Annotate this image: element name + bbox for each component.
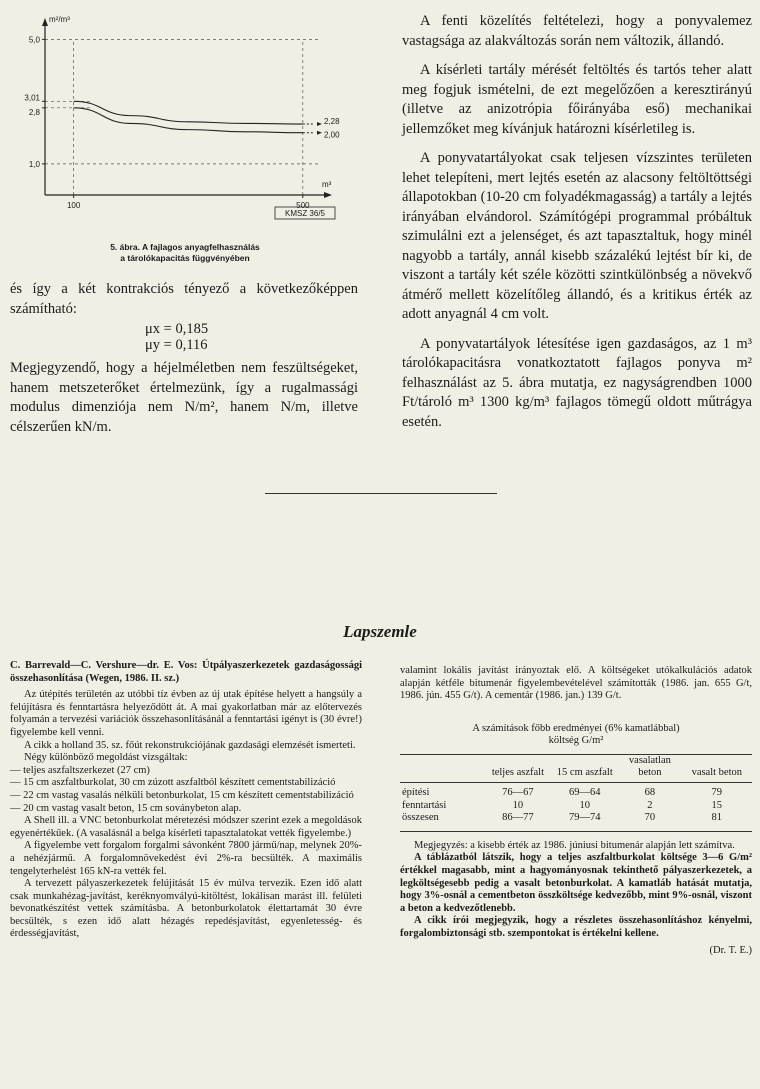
caption-line-2: a tárolókapacitás függvényében — [120, 253, 250, 263]
table-cell: építési — [402, 786, 430, 798]
x-axis-arrow — [324, 192, 332, 198]
list-item: — teljes aszfaltszerkezet (27 cm) — [10, 764, 150, 776]
right-paragraph-1: A fenti közelítés feltételezi, hogy a ponyvalemez vastagsága az alakváltozás során nem változik, állandó. — [402, 13, 752, 49]
review-paragraph-4: A Shell ill. a VNC betonburkolat méretezési módszer szerint ezek a megoldások egyenértékűek. (A vasalásnál a belga kísérleti tapasztalatokat vették figyelembe.) — [10, 815, 362, 839]
x-unit-label: m³ — [322, 180, 332, 189]
line-chart — [10, 10, 355, 240]
review-paragraph-9: A cikk írói megjegyzik, hogy a részletes összehasonlításhoz kényelmi, forgalombiztonsági stb. szempontokat is értékelni kellene. — [400, 915, 752, 939]
end-arrow — [317, 131, 322, 135]
figure-5 — [10, 10, 355, 263]
table-title-line-1: A számítások főbb eredményei (6% kamatlábbal) — [472, 722, 680, 734]
table-cell: 81 — [711, 812, 723, 824]
y-tick-label: 2,8 — [28, 107, 40, 117]
review-paragraph-8: A táblázatból látszik, hogy a teljes aszfaltburkolat költsége 3—6 G/m² értékkel magasabb, mint a hagyományosnak tekinthető pályaszerkezetek, a legköltségesebb pedig a vasalt betonburkolat. A kamatláb hatását mutatja, hogy 3%-osnál a cementbeton összköltsége kedvezőbb, mint 9%-osnál, viszont a beton a kedvezőtlenebb. — [400, 852, 752, 914]
table-cell: összesen — [402, 812, 439, 824]
table-cell: 68 — [644, 786, 656, 798]
solutions-list — [10, 765, 362, 815]
end-value-label: 2,28 — [324, 117, 340, 127]
review-heading: C. Barrevald—C. Vershure—dr. E. Vos: Útpályaszerkezetek gazdaságossági összehasonlítása (Wegen, 1986. II. sz.) — [10, 660, 362, 684]
table-cell: 70 — [644, 812, 656, 824]
y-axis-arrow — [42, 18, 48, 26]
review-paragraph-1: Az útépítés területén az utóbbi tíz évben az új utak építése helyett a hangsúly a felújításra és fenntartásra helyeződött át. A mai gyakorlatban már az előtervezés folyamán a tervezési variációk összehasonlításánál a fenntartási igényt is (30 évre!) figyelembe kell venni. — [10, 689, 362, 738]
table-cell: 76—67 — [502, 786, 534, 798]
table-row — [400, 787, 752, 800]
table-cell: fenntartási — [402, 799, 447, 811]
table-cell: 86—77 — [502, 812, 534, 824]
table-title-line-2: költség G/m² — [548, 735, 604, 747]
table-cell: 69—64 — [569, 786, 601, 798]
review-right-column — [400, 665, 752, 957]
left-column — [10, 280, 358, 447]
left-paragraph-2: Megjegyzendő, hogy a héjelméletben nem feszültségeket, hanem metszeterőket értelmezünk, így a rugalmassági modulus dimenziója nem N/m², hanem N/m, illetve célszerűen kN/m. — [10, 360, 358, 435]
x-tick-label: 500 — [296, 201, 310, 210]
list-item: — 20 cm vastag vasalt beton, 15 cm soványbeton alap. — [10, 802, 242, 814]
table-header-cell: vasalatlan beton — [628, 754, 671, 778]
table-cell: 10 — [512, 799, 524, 811]
left-paragraph-1: és így a két kontrakciós tényező a következőképpen számítható: — [10, 281, 358, 317]
review-paragraph-6: A tervezett pályaszerkezetek felújítását 15 év múlva tervezik. Ezen idő alatt csak munkahézag-javítást, keréknyomvályú-kitöltést, lokálisan marást ill. felületi bevonatkészítést vettek számításba. A betonburkolatok élettartamát 30 évre becsülték, s ezen idő alatt hézagés repedésjavítást, egyenletesség- és érdességjavítást, — [10, 878, 362, 940]
right-paragraph-4: A ponyvatartályok létesítése igen gazdaságos, az 1 m³ tárolókapacitásra vonatkoztatott fajlagos ponyva m² felhasználást az 5. ábra mutatja, ez nagyságrendben 1000 Ft/tároló m³ 1300 kg/m³ fajlagos tömegű oldott műtrágya esetén. — [402, 335, 752, 430]
table-header-cell: 15 cm aszfalt — [556, 766, 613, 778]
right-paragraph-2: A kísérleti tartály mérését feltöltés és tartós teher alatt meg fogjuk ismételni, de ezt megelőzően a keresztirányú (illetve az anizotrópia főirányába eső) mechanikai jellemzőket meg kívánjuk határozni kísérletileg is. — [402, 62, 752, 137]
figure-caption — [70, 242, 300, 264]
section-divider — [265, 493, 497, 494]
stamp-label: KMSZ 36/5 — [284, 209, 326, 218]
table-header-cell: teljes aszfalt — [491, 766, 544, 778]
table-cell: 15 — [711, 799, 723, 811]
y-tick-label: 3,01 — [24, 93, 40, 103]
review-signature: (Dr. T. E.) — [709, 944, 752, 956]
table-cell: 10 — [579, 799, 591, 811]
table-header-row — [400, 755, 752, 783]
review-paragraph-3: Négy különböző megoldást vizsgáltak: — [24, 752, 188, 764]
review-note: Megjegyzés: a kisebb érték az 1986. júniusi bitumenár alapján lett számítva. — [414, 839, 735, 851]
caption-line-1: 5. ábra. A fajlagos anyagfelhasználás — [110, 242, 260, 252]
list-item: — 22 cm vastag vasalás nélküli betonburkolat, 15 cm készített cementstabilizáció — [10, 789, 354, 801]
formula-mu-x: μx = 0,185 — [145, 321, 209, 337]
y-tick-label: 5,0 — [28, 35, 40, 45]
list-item: — 15 cm aszfaltburkolat, 30 cm zúzott aszfaltból készített cementstabilizáció — [10, 777, 336, 789]
table-rule-bottom — [400, 831, 752, 832]
results-table — [400, 755, 752, 825]
x-tick-label: 100 — [66, 201, 81, 210]
section-title: Lapszemle — [343, 622, 417, 641]
end-value-label: 2,00 — [324, 130, 340, 140]
right-column — [402, 12, 752, 442]
formula-block — [10, 321, 358, 353]
y-tick-label: 1,0 — [28, 159, 40, 169]
table-header-cell — [400, 755, 484, 783]
table-cell: 2 — [647, 799, 653, 811]
table-cell: 79 — [711, 786, 723, 798]
table-row — [400, 800, 752, 813]
review-paragraph-7: valamint lokális javítást irányoztak elő. A költségeket utókalkulációs adatok alapján kétféle bitumenár figyelembevételével számították (1986. jan. 655 G/t, 1986. jún. 455 G/t). A cementár (1986. jan.) 139 G/t. — [400, 665, 752, 702]
table-title — [400, 723, 752, 748]
formula-mu-y: μy = 0,116 — [145, 337, 208, 353]
table-row — [400, 812, 752, 825]
end-arrow — [317, 122, 322, 126]
series-line — [74, 101, 303, 124]
review-paragraph-2: A cikk a holland 35. sz. főút rekonstrukciójának gazdasági elemzését ismerteti. — [24, 739, 356, 751]
review-left-column — [10, 660, 362, 941]
table-cell: 79—74 — [569, 812, 601, 824]
right-paragraph-3: A ponyvatartályokat csak teljesen vízszintes területen lehet telepíteni, mert lejtés esetén az alacsony feltöltöttségi állapotokban (10-20 cm folyadékmagasság) a tartály a lejtés irányában elvándorol. Számítógépi programmal próbáltuk szimulálni ezt a jelenséget, és azt tapasztaltuk, hogy minél nagyobb a tartály, annál kisebb százalékú lejtést bír ki, de viszont a tartály két széle közötti szintkülönbség a növekvő átmérő mellett közelítőleg állandó, és a kritikus érték az adott anyagnál 4 cm volt. — [402, 150, 752, 322]
table-header-cell: vasalt beton — [691, 766, 743, 778]
y-unit-label: m²/m³ — [49, 15, 70, 24]
review-paragraph-5: A figyelembe vett forgalom forgalmi sávonként 7800 jármű/nap, melynek 20%-a nehézjármű. A forgalomnövekedést évi 2%-ra becsülték. A maximális tengelyterhelést 165 kN-ra vették fel. — [10, 840, 362, 877]
